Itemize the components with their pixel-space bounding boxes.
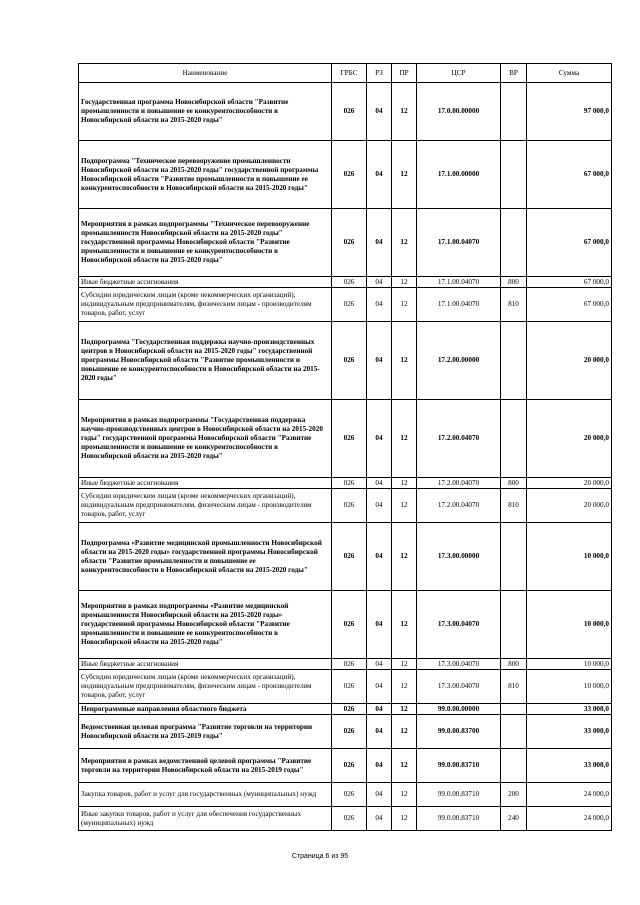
row-vr [501,749,527,783]
table-row [79,478,612,489]
row-vr: 810 [501,288,527,322]
row-csr: 17.2.00.00000 [417,322,501,400]
row-rz: 04 [367,659,392,670]
row-rz: 04 [367,715,392,749]
row-grbs: 026 [332,489,367,523]
row-grbs: 026 [332,322,367,400]
row-name: Подпрограмма «Развитие медицинской промышленности Новосибирской области на 2015-2020 годы» государственной программы Новосибирской области "Развитие промышленности и повышение ее конкурентоспособности в Новосибирской области на 2015-2020 годы" [79,523,332,591]
row-rz: 04 [367,277,392,288]
table-row [79,288,612,322]
row-pr: 12 [392,288,417,322]
row-vr [501,704,527,715]
row-sum: 20 000,0 [527,489,612,523]
row-rz: 04 [367,591,392,659]
row-sum: 10 000,0 [527,670,612,704]
row-vr: 810 [501,670,527,704]
row-vr [501,400,527,478]
row-csr: 99.0.00.83710 [417,783,501,807]
row-name: Мероприятия в рамках подпрограммы «Развитие медицинской промышленности Новосибирской области на 2015-2020 годы» государственной программы Новосибирской области "Развитие промышленности и повышение ее конкурентоспособности в Новосибирской области на 2015-2020 годы" [79,591,332,659]
row-rz: 04 [367,141,392,209]
row-vr: 800 [501,659,527,670]
row-sum: 10 000,0 [527,591,612,659]
row-csr: 99.0.00.83710 [417,807,501,831]
row-csr: 17.3.00.04070 [417,659,501,670]
table-row [79,322,612,400]
row-grbs: 026 [332,659,367,670]
header-rz: РЗ [367,64,392,83]
row-pr: 12 [392,670,417,704]
row-grbs: 026 [332,749,367,783]
row-name: Государственная программа Новосибирской области "Развитие промышленности и повышение ее конкурентоспособности в Новосибирской области на 2015-2020 годы" [79,83,332,141]
row-rz: 04 [367,83,392,141]
row-grbs: 026 [332,715,367,749]
row-csr: 17.1.00.04070 [417,277,501,288]
row-name: Иные бюджетные ассигнования [79,659,332,670]
row-pr: 12 [392,141,417,209]
row-csr: 17.0.00.00000 [417,83,501,141]
table-row [79,141,612,209]
row-name: Мероприятия в рамках подпрограммы "Техническое перевооружение промышленности Новосибирской области на 2015-2020 годы" государственной программы Новосибирской области "Развитие промышленности и повышение ее конкурентоспособности в Новосибирской области на 2015-2020 годы" [79,209,332,277]
row-name: Субсидии юридическим лицам (кроме некоммерческих организаций), индивидуальным предпринимателям, физическим лицам - производителям товаров, работ, услуг [79,489,332,523]
row-sum: 24 000,0 [527,783,612,807]
row-pr: 12 [392,749,417,783]
table-row [79,209,612,277]
row-pr: 12 [392,783,417,807]
row-pr: 12 [392,478,417,489]
row-vr [501,591,527,659]
row-name: Мероприятия в рамках подпрограммы "Государственная поддержка научно-производственных центров в Новосибирской области на 2015-2020 годы" государственной программы Новосибирской области "Развитие промышленности и повышение ее конкурентоспособности в Новосибирской области на 2015-2020 годы" [79,400,332,478]
table-row [79,277,612,288]
budget-table [78,63,612,831]
table-row [79,400,612,478]
row-rz: 04 [367,478,392,489]
row-name: Субсидии юридическим лицам (кроме некоммерческих организаций), индивидуальным предпринимателям, физическим лицам - производителям товаров, работ, услуг [79,288,332,322]
row-csr: 99.0.00.00000 [417,704,501,715]
row-sum: 10 000,0 [527,659,612,670]
row-pr: 12 [392,322,417,400]
row-rz: 04 [367,783,392,807]
row-rz: 04 [367,523,392,591]
row-sum: 97 000,0 [527,83,612,141]
row-rz: 04 [367,400,392,478]
row-sum: 67 000,0 [527,288,612,322]
row-csr: 17.1.00.04070 [417,209,501,277]
table-row [79,704,612,715]
row-csr: 17.1.00.00000 [417,141,501,209]
row-name: Подпрограмма "Государственная поддержка научно-производственных центров в Новосибирской области на 2015-2020 годы" государственной программы Новосибирской области "Развитие промышленности и повышение ее конкурентоспособности в Новосибирской области на 2015-2020 годы" [79,322,332,400]
row-pr: 12 [392,591,417,659]
row-sum: 33 000,0 [527,715,612,749]
table-row [79,783,612,807]
row-grbs: 026 [332,670,367,704]
row-sum: 24 000,0 [527,807,612,831]
row-grbs: 026 [332,209,367,277]
row-vr: 200 [501,783,527,807]
row-sum: 67 000,0 [527,277,612,288]
table-row [79,749,612,783]
row-rz: 04 [367,209,392,277]
row-grbs: 026 [332,807,367,831]
row-name: Иные бюджетные ассигнования [79,277,332,288]
header-pr: ПР [392,64,417,83]
row-rz: 04 [367,322,392,400]
row-pr: 12 [392,659,417,670]
table-row [79,83,612,141]
table-header [79,64,612,83]
row-vr [501,83,527,141]
row-name: Иные закупки товаров, работ и услуг для обеспечения государственных (муниципальных) нужд [79,807,332,831]
header-sum: Сумма [527,64,612,83]
row-rz: 04 [367,489,392,523]
row-name: Мероприятия в рамках ведомственной целевой программы "Развитие торговли на территории Новосибирской области на 2015-2019 годы" [79,749,332,783]
header-row [79,64,612,83]
row-name: Подпрограмма "Техническое перевооружение промышленности Новосибирской области на 2015-2020 годы" государственной программы Новосибирской области "Развитие промышленности и повышение ее конкурентоспособности в Новосибирской области на 2015-2020 годы" [79,141,332,209]
table-row [79,715,612,749]
table-body [79,83,612,831]
row-vr: 800 [501,478,527,489]
row-grbs: 026 [332,704,367,715]
row-name: Ведомственная целевая программа "Развитие торговли на территории Новосибирской области на 2015-2019 годы" [79,715,332,749]
table-row [79,489,612,523]
row-pr: 12 [392,489,417,523]
row-vr: 240 [501,807,527,831]
row-grbs: 026 [332,591,367,659]
row-csr: 99.0.00.83710 [417,749,501,783]
row-rz: 04 [367,704,392,715]
row-grbs: 026 [332,783,367,807]
row-grbs: 026 [332,523,367,591]
row-rz: 04 [367,288,392,322]
table-row [79,523,612,591]
row-vr [501,523,527,591]
row-rz: 04 [367,807,392,831]
row-grbs: 026 [332,288,367,322]
row-sum: 33 000,0 [527,749,612,783]
row-sum: 67 000,0 [527,209,612,277]
row-name: Закупка товаров, работ и услуг для государственных (муниципальных) нужд [79,783,332,807]
row-grbs: 026 [332,141,367,209]
header-name: Наименование [79,64,332,83]
row-sum: 20 000,0 [527,322,612,400]
row-pr: 12 [392,277,417,288]
row-vr: 810 [501,489,527,523]
table-row [79,659,612,670]
header-grbs: ГРБС [332,64,367,83]
row-csr: 17.2.00.04070 [417,489,501,523]
row-vr [501,209,527,277]
row-sum: 67 000,0 [527,141,612,209]
row-csr: 17.3.00.04070 [417,670,501,704]
row-grbs: 026 [332,478,367,489]
row-csr: 17.3.00.00000 [417,523,501,591]
row-name: Иные бюджетные ассигнования [79,478,332,489]
row-vr [501,715,527,749]
row-grbs: 026 [332,400,367,478]
row-name: Непрограммные направления областного бюджета [79,704,332,715]
budget-sheet [78,63,611,831]
header-vr: ВР [501,64,527,83]
row-pr: 12 [392,209,417,277]
row-vr [501,322,527,400]
row-sum: 20 000,0 [527,478,612,489]
row-pr: 12 [392,715,417,749]
row-sum: 20 000,0 [527,400,612,478]
row-sum: 33 000,0 [527,704,612,715]
row-rz: 04 [367,749,392,783]
row-grbs: 026 [332,83,367,141]
row-csr: 17.1.00.04070 [417,288,501,322]
row-pr: 12 [392,807,417,831]
row-vr [501,141,527,209]
row-rz: 04 [367,670,392,704]
row-csr: 17.2.00.04070 [417,478,501,489]
row-pr: 12 [392,704,417,715]
row-pr: 12 [392,400,417,478]
row-csr: 17.3.00.04070 [417,591,501,659]
page-number: Страница 6 из 95 [291,853,349,860]
table-row [79,807,612,831]
row-pr: 12 [392,523,417,591]
table-row [79,591,612,659]
row-grbs: 026 [332,277,367,288]
header-csr: ЦСР [417,64,501,83]
row-csr: 99.0.00.83700 [417,715,501,749]
table-row [79,670,612,704]
row-vr: 800 [501,277,527,288]
row-csr: 17.2.00.04070 [417,400,501,478]
row-name: Субсидии юридическим лицам (кроме некоммерческих организаций), индивидуальным предпринимателям, физическим лицам - производителям товаров, работ, услуг [79,670,332,704]
row-sum: 10 000,0 [527,523,612,591]
row-pr: 12 [392,83,417,141]
